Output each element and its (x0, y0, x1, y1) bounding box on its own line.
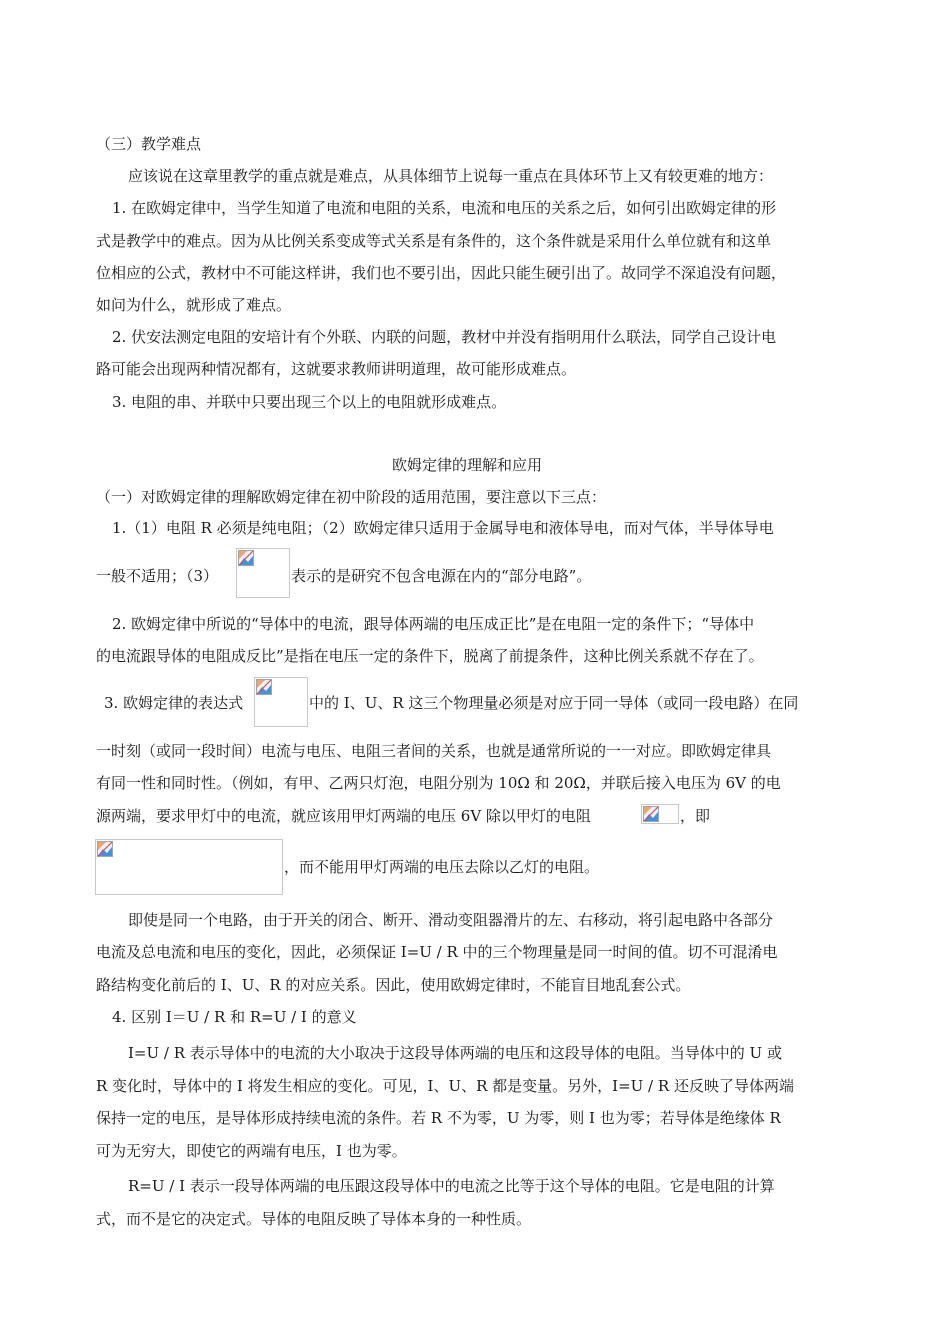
point-3-line: 3. 欧姆定律的表达式 (104, 694, 244, 712)
paragraph-2-line: 路可能会出现两种情况都有，这就要求教师讲明道理，故可能形成难点。 (96, 360, 577, 378)
broken-image-icon (256, 679, 272, 695)
point-3-line: 一时刻（或同一段时间）电流与电压、电阻三者间的关系，也就是通常所说的一一对应。即欧姆定律具 (96, 742, 772, 760)
point-2-line: 的电流跟导体的电阻成反比”是指在电压一定的条件下，脱离了前提条件，这种比例关系就不存在了。 (96, 647, 764, 665)
paragraph-1-line: 式是教学中的难点。因为从比例关系变成等式关系是有条件的，这个条件就是采用什么单位就有和这单 (96, 232, 772, 250)
paragraph-1-line: 位相应的公式，教材中不可能这样讲，我们也不要引出，因此只能生硬引出了。故同学不深追没有问题， (96, 264, 787, 282)
formula-image (95, 839, 283, 895)
paragraph-line: R 变化时，导体中的 I 将发生相应的变化。可见，I、U、R 都是变量。另外，I=U / R 还反映了导体两端 (96, 1077, 794, 1095)
subheading: （一）对欧姆定律的理解欧姆定律在初中阶段的适用范围，要注意以下三点： (96, 488, 607, 506)
paragraph-line: 电流及总电流和电压的变化，因此，必须保证 I=U / R 中的三个物理量是同一时间的值。切不可混淆电 (96, 943, 778, 961)
formula-image (236, 548, 290, 598)
broken-image-icon (97, 841, 113, 857)
point-1-line: 一般不适用；（3） (96, 567, 219, 585)
point-4-heading: 4. 区别 I＝U / R 和 R=U / I 的意义 (112, 1008, 357, 1026)
broken-image-icon (238, 550, 254, 566)
section-heading: （三）教学难点 (96, 135, 202, 153)
point-1-line: 1.（1）电阻 R 必须是纯电阻；（2）欧姆定律只适用于金属导电和液体导电，而对气体，半导体导电 (112, 519, 774, 537)
paragraph-1-line: 如问为什么，就形成了难点。 (96, 296, 292, 314)
paragraph-1-line: 1. 在欧姆定律中，当学生知道了电流和电阻的关系，电流和电压的关系之后，如何引出欧姆定律的形 (112, 199, 777, 217)
paragraph-line: 路结构变化前后的 I、U、R 的对应关系。因此，使用欧姆定律时，不能盲目地乱套公式。 (96, 976, 691, 994)
section-title: 欧姆定律的理解和应用 (392, 456, 543, 474)
paragraph-3: 3. 电阻的串、并联中只要出现三个以上的电阻就形成难点。 (112, 393, 507, 411)
point-3-line: 源两端，要求甲灯中的电流，就应该用甲灯两端的电压 6V 除以甲灯的电阻 (96, 807, 591, 825)
point-3-line: ，即 (680, 807, 711, 825)
formula-image (641, 804, 679, 824)
paragraph-line: 保持一定的电压，是导体形成持续电流的条件。若 R 不为零，U 为零，则 I 也为零；若导体是绝缘体 R (96, 1109, 781, 1127)
paragraph-line: R=U / I 表示一段导体两端的电压跟这段导体中的电流之比等于这个导体的电阻。它是电阻的计算 (128, 1177, 775, 1195)
paragraph-line: 式，而不是它的决定式。导体的电阻反映了导体本身的一种性质。 (96, 1210, 532, 1228)
point-2-line: 2. 欧姆定律中所说的“导体中的电流，跟导体两端的电压成正比”是在电阻一定的条件下；“导体中 (112, 615, 755, 633)
formula-image (254, 677, 308, 727)
point-3-line: 中的 I、U、R 这三个物理量必须是对应于同一导体（或同一段电路）在同 (309, 694, 799, 712)
point-3-line: ，而不能用甲灯两端的电压去除以乙灯的电阻。 (284, 858, 600, 876)
paragraph-line: I=U / R 表示导体中的电流的大小取决于这段导体两端的电压和这段导体的电阻。当导体中的 U 或 (128, 1044, 782, 1062)
point-3-line: 有同一性和同时性。（例如，有甲、乙两只灯泡，电阻分别为 10Ω 和 20Ω，并联后接入电压为 6V 的电 (96, 774, 781, 792)
point-1-line: 表示的是研究不包含电源在内的“部分电路”。 (291, 567, 592, 585)
paragraph-line: 可为无穷大，即使它的两端有电压，I 也为零。 (96, 1142, 407, 1160)
paragraph-intro: 应该说在这章里教学的重点就是难点，从具体细节上说每一重点在具体环节上又有较更难的地方： (128, 167, 774, 185)
paragraph-2-line: 2. 伏安法测定电阻的安培计有个外联、内联的问题，教材中并没有指明用什么联法，同学自己设计电 (112, 328, 777, 346)
paragraph-line: 即使是同一个电路，由于开关的闭合、断开、滑动变阻器滑片的左、右移动，将引起电路中各部分 (128, 911, 774, 929)
broken-image-icon (643, 806, 659, 822)
